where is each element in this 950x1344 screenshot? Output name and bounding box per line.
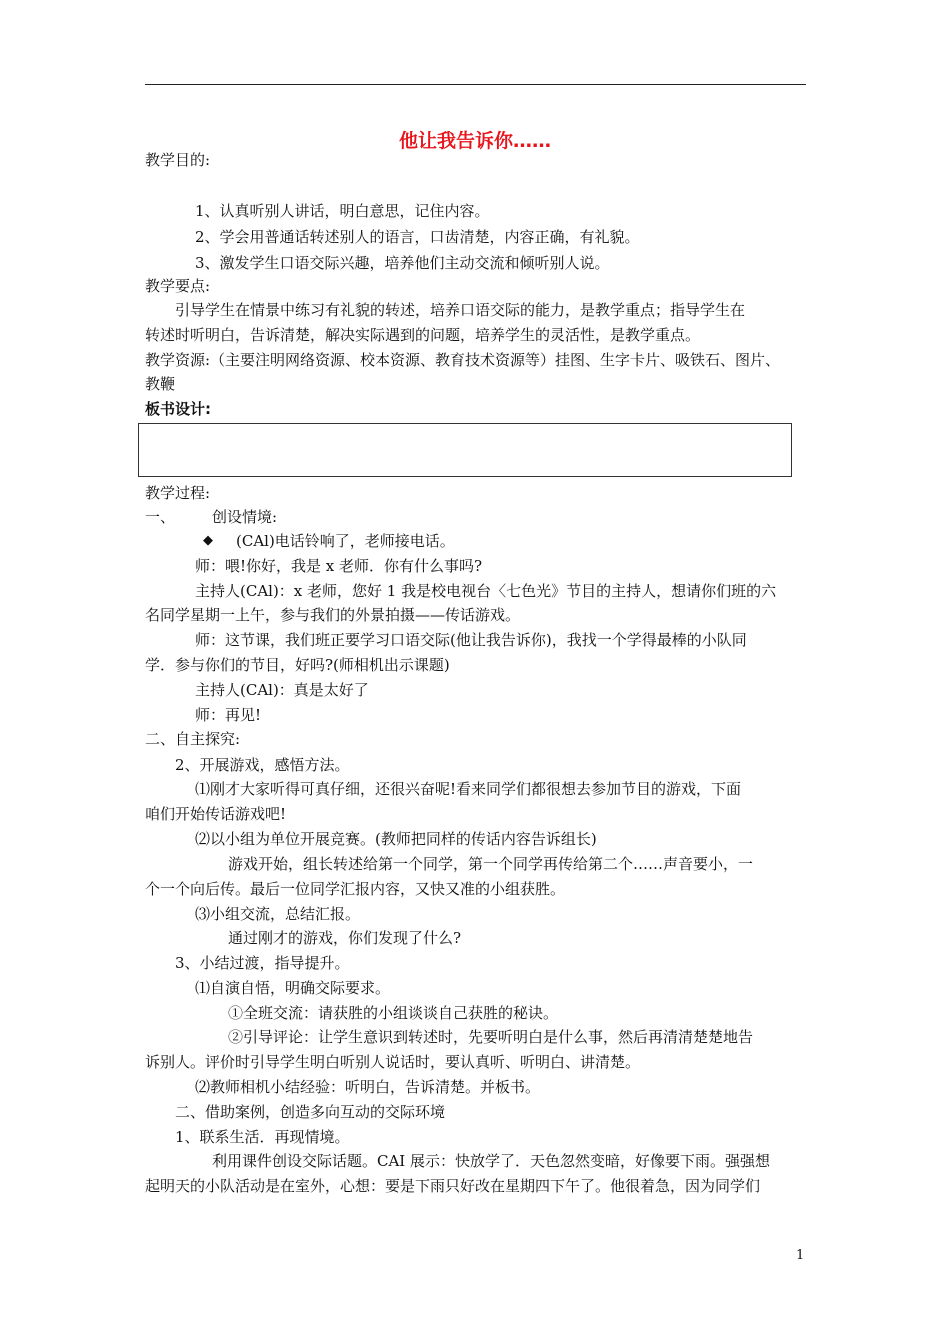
- header-rule: [145, 84, 806, 85]
- s1-line: 名同学星期一上午，参与我们的外景拍摄——传话游戏。: [145, 606, 521, 624]
- s2-line: 游戏开始，组长转述给第一个同学，第一个同学再传给第二个……声音要小，一: [228, 855, 754, 873]
- s2-line: ⑴自演自悟，明确交际要求。: [195, 979, 391, 997]
- s2-line: ⑵教师相机小结经验：听明白，告诉清楚。并板书。: [195, 1078, 541, 1096]
- keypoints-line: 转述时听明白，告诉清楚，解决实际遇到的问题，培养学生的灵活性，是教学重点。: [145, 326, 701, 344]
- s2-line: 通过刚才的游戏，你们发现了什么?: [228, 929, 462, 947]
- s2-line: 咱们开始传话游戏吧!: [145, 805, 287, 823]
- s1-line: 师：这节课，我们班正要学习口语交际(他让我告诉你)，我找一个学得最棒的小队同: [195, 631, 747, 649]
- keypoints-heading: 教学要点:: [145, 277, 211, 295]
- s3-line: 1、联系生活．再现情境。: [175, 1128, 350, 1146]
- s3-line: 利用课件创设交际话题。CAI 展示：快放学了．天色忽然变暗，好像要下雨。强强想: [212, 1152, 771, 1170]
- s2-line: ②引导评论：让学生意识到转述时，先要听明白是什么事，然后再清清楚楚地告: [228, 1028, 754, 1046]
- s2-line: ⑴刚才大家听得可真仔细，还很兴奋呢!看来同学们都很想去参加节目的游戏，下面: [195, 780, 742, 798]
- diamond-bullet-icon: ◆: [203, 533, 213, 548]
- resources-line: 教鞭: [145, 375, 176, 393]
- s2-line: 个一个向后传。最后一位同学汇报内容，又快又准的小组获胜。: [145, 880, 566, 898]
- goal-item: 2、学会用普通话转述别人的语言，口齿清楚，内容正确，有礼貌。: [195, 228, 640, 246]
- section1-title: 创设情境:: [212, 508, 278, 526]
- section1-number: 一、: [145, 508, 176, 526]
- board-heading: 板书设计:: [145, 400, 211, 418]
- s2-line: 3、小结过渡，指导提升。: [175, 954, 350, 972]
- board-design-box: [138, 423, 792, 477]
- keypoints-line: 引导学生在情景中练习有礼貌的转述，培养口语交际的能力，是教学重点；指导学生在: [175, 301, 746, 319]
- s2-line: 诉别人。评价时引导学生明白听别人说话时，要认真听、听明白、讲清楚。: [145, 1053, 641, 1071]
- s2-line: 2、开展游戏，感悟方法。: [175, 756, 350, 774]
- s2-line: ①全班交流：请获胜的小组谈谈自己获胜的秘诀。: [228, 1004, 559, 1022]
- s3-line: 二、借助案例，创造多向互动的交际环境: [175, 1103, 446, 1121]
- s1-line: 师：再见!: [195, 706, 262, 724]
- s1-line: (CAl)电话铃响了，老师接电话。: [236, 532, 455, 550]
- process-heading: 教学过程:: [145, 484, 211, 502]
- s1-line: 主持人(CAl)：x 老师，您好 1 我是校电视台〈七色光》节目的主持人，想请你们班的六: [195, 582, 777, 600]
- goal-item: 1、认真听别人讲话，明白意思，记住内容。: [195, 202, 490, 220]
- document-title: 他让我告诉你……: [398, 130, 551, 152]
- s1-line: 主持人(CAl)：真是太好了: [195, 681, 369, 699]
- s2-line: ⑶小组交流，总结汇报。: [195, 905, 361, 923]
- s3-line: 起明天的小队活动是在室外，心想：要是下雨只好改在星期四下午了。他很着急，因为同学们: [145, 1177, 761, 1195]
- s2-line: ⑵以小组为单位开展竞赛。(教师把同样的传话内容告诉组长): [195, 830, 597, 848]
- resources-line: 教学资源:（主要注明网络资源、校本资源、教育技术资源等）挂图、生字卡片、吸铁石、图片、: [145, 351, 781, 369]
- section2-title: 二、自主探究:: [145, 730, 241, 748]
- s1-line: 师：喂!你好，我是 x 老师．你有什么事吗?: [195, 557, 483, 575]
- goal-item: 3、激发学生口语交际兴趣，培养他们主动交流和倾听别人说。: [195, 254, 610, 272]
- page-number: 1: [796, 1248, 805, 1263]
- goals-heading: 教学目的:: [145, 151, 211, 169]
- s1-line: 学．参与你们的节目，好吗?(师相机出示课题): [145, 656, 450, 674]
